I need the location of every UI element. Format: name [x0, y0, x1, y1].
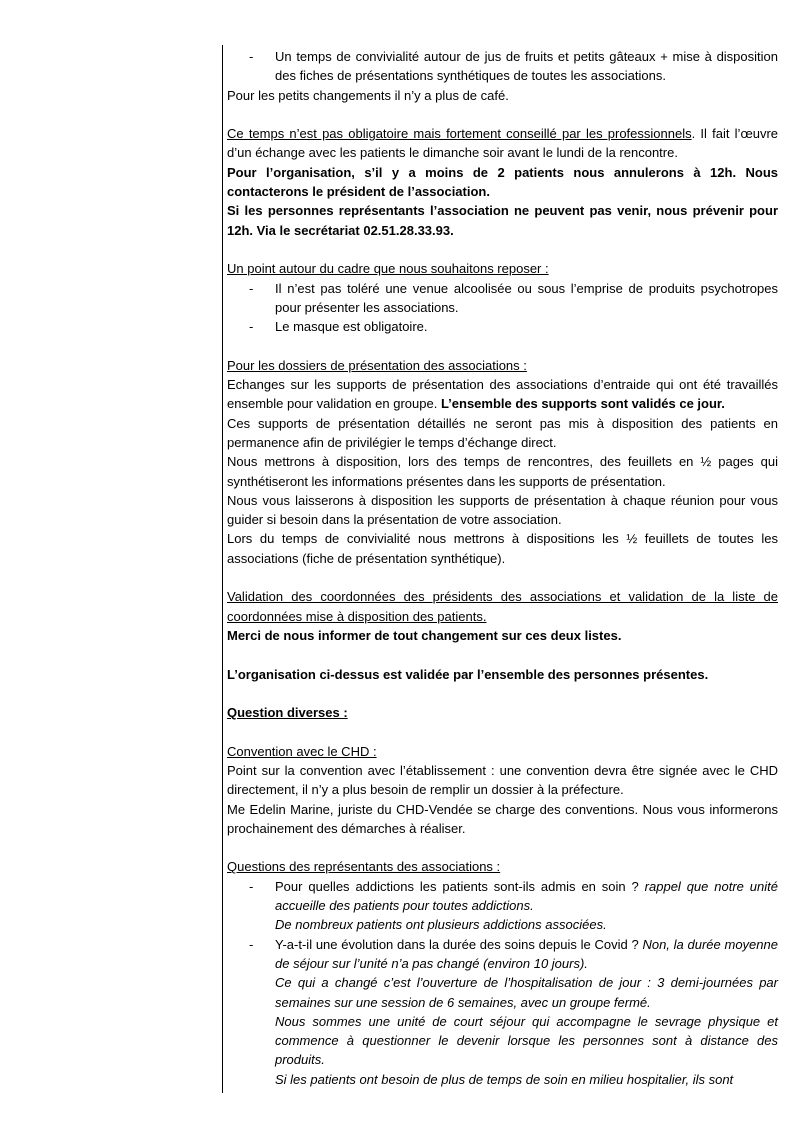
list-item	[227, 279, 778, 318]
left-margin-rule	[222, 45, 223, 1093]
list-item-text: Il n’est pas toléré une venue alcoolisée ou sous l’emprise de produits psychotropes pour présenter les associations.	[275, 280, 778, 315]
coffee-note: Pour les petits changements il n’y a plus de café.	[227, 87, 509, 103]
document-page	[227, 47, 778, 1089]
bullet-dash: -	[249, 936, 254, 952]
optional-time-paragraph	[227, 124, 778, 163]
presentation-validated: L’ensemble des supports sont validés ce jour.	[440, 396, 725, 412]
optional-time-rest: . Il fait l’œuvre d’un échange avec les patients le dimanche soir avant le lundi de la rencontre.	[227, 126, 778, 161]
secretariat-note: Si les personnes représentants l’association ne peuvent pas venir, nous prévenir pour 12h. Via le secrétariat 02.51.28.33.93.	[227, 203, 778, 238]
list-item	[227, 47, 778, 86]
bullet-dash: -	[249, 280, 254, 296]
list-item-text: Le masque est obligatoire.	[275, 319, 428, 335]
question-answer	[275, 877, 778, 916]
bullet-dash: -	[249, 49, 254, 64]
convention-paragraph: Me Edelin Marine, juriste du CHD-Vendée se charge des conventions. Nous vous informerons prochainement des démarches à réaliser.	[227, 801, 778, 836]
misc-questions-heading: Question diverses :	[227, 705, 348, 721]
organisation-note: Pour l’organisation, s’il y a moins de 2 patients nous annulerons à 12h. Nous contacterons le président de l’association.	[227, 164, 778, 200]
optional-time-underlined: Ce temps n’est pas obligatoire mais fortement conseillé par les professionnels	[227, 126, 692, 142]
bullet-dash: -	[249, 319, 254, 335]
answer-text: De nombreux patients ont plusieurs addictions associées.	[275, 917, 607, 933]
list-item	[227, 877, 778, 935]
answer-text: Si les patients ont besoin de plus de temps de soin en milieu hospitalier, ils sont	[275, 1071, 734, 1087]
coordinates-heading: Validation des coordonnées des présidents des associations et validation de la liste de coordonnées mise à disposition des patients.	[227, 589, 778, 624]
validation-statement: L’organisation ci-dessus est validée par l’ensemble des personnes présentes.	[227, 666, 709, 682]
list-item-text: Un temps de convivialité autour de jus de fruits et petits gâteaux + mise à disposition des fiches de présentations synthétiques de toutes les associations.	[275, 49, 778, 84]
presentation-paragraph	[227, 375, 778, 414]
presentation-paragraph: Nous vous laisserons à disposition les supports de présentation à chaque réunion pour vous guider si besoin dans la présentation de votre association.	[227, 492, 778, 528]
coordinates-note: Merci de nous informer de tout changement sur ces deux listes.	[227, 627, 622, 643]
convention-paragraph: Point sur la convention avec l’établissement : une convention devra être signée avec le CHD directement, il n’y a plus besoin de remplir un dossier à la préfecture.	[227, 762, 778, 798]
bullet-dash: -	[249, 878, 254, 894]
association-questions-list	[227, 877, 778, 1089]
question-text: Pour quelles addictions les patients sont-ils admis en soin ?	[275, 878, 645, 894]
question-answer	[275, 935, 778, 974]
presentation-paragraph: Lors du temps de convivialité nous mettrons à dispositions les ½ feuillets de toutes les associations (fiche de présentation synthétique).	[227, 531, 778, 566]
conviviality-list	[227, 47, 778, 86]
frame-heading: Un point autour du cadre que nous souhaitons reposer :	[227, 261, 549, 277]
list-item	[227, 935, 778, 1089]
convention-heading: Convention avec le CHD :	[227, 743, 377, 759]
answer-text: Ce qui a changé c’est l’ouverture de l’hospitalisation de jour : 3 demi-journées par semaines sur une session de 6 semaines, avec un groupe fermé.	[275, 975, 778, 1010]
question-text: Y-a-t-il une évolution dans la durée des soins depuis le Covid ?	[275, 936, 643, 952]
presentation-files-heading: Pour les dossiers de présentation des associations :	[227, 357, 527, 373]
association-questions-heading: Questions des représentants des associations :	[227, 859, 501, 875]
answer-text: Nous sommes une unité de court séjour qui accompagne le sevrage physique et commence à questionner le devenir lorsque les personnes sont à distance des produits.	[275, 1013, 778, 1068]
presentation-paragraph: Nous mettrons à disposition, lors des temps de rencontres, des feuillets en ½ pages qui synthétiseront les informations présentes dans les supports de présentation.	[227, 454, 778, 489]
answer-text: Non, la durée moyenne de séjour sur l’unité n’a pas changé (environ 10 jours).	[275, 936, 778, 971]
frame-rules-list	[227, 279, 778, 337]
presentation-text: Echanges sur les supports de présentation des associations d’entraide qui ont été travaillés ensemble pour validation en groupe.	[227, 377, 778, 412]
list-item	[227, 317, 778, 336]
answer-text: rappel que notre unité accueille des patients pour toutes addictions.	[275, 878, 778, 914]
presentation-paragraph: Ces supports de présentation détaillés ne seront pas mis à disposition des patients en permanence afin de privilégier le temps d’échange direct.	[227, 415, 778, 450]
